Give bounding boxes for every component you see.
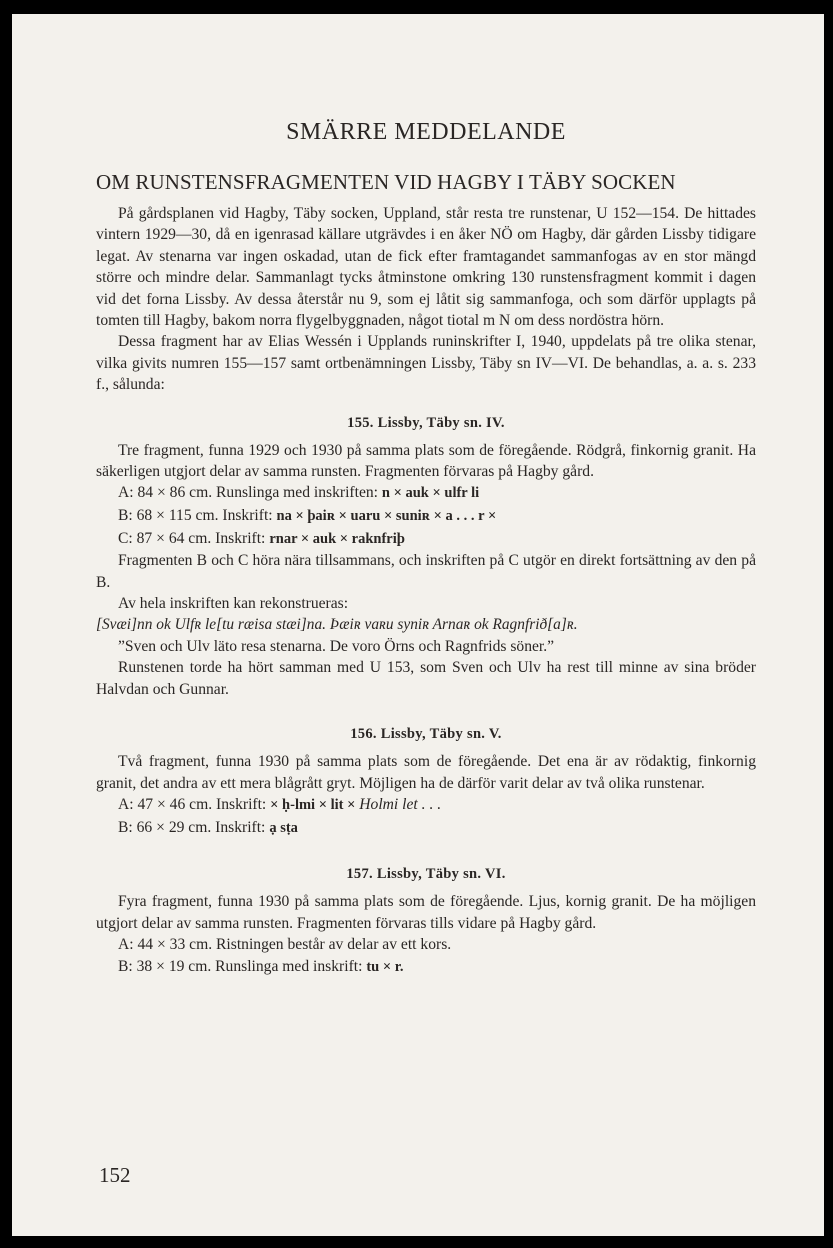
translation-155: ”Sven och Ulv läto resa stenarna. De voro Örns och Ragnfrids söner.”	[118, 637, 555, 655]
fragment-155-a-runes: n × auk × ulfr li	[381, 485, 480, 502]
paragraph-155-reconstruct: Av hela inskriften kan rekonstrueras:	[118, 595, 349, 613]
fragment-156-b	[96, 817, 756, 840]
fragment-155-b-measure: B: 68 × 115 cm. Inskrift:	[118, 507, 273, 525]
heading-157: 157. Lissby, Täby sn. VI.	[346, 866, 506, 883]
fragment-156-b-runes: ạ sṭa	[269, 819, 298, 836]
fragment-156-a-measure: A: 47 × 46 cm. Inskrift:	[118, 795, 267, 813]
fragment-155-b-runes: na × þaiʀ × uaru × suniʀ × a . . . r ×	[276, 508, 497, 525]
fragment-157-b-measure: B: 38 × 19 cm. Runslinga med inskrift:	[118, 957, 363, 975]
intro-paragraph-2: Dessa fragment har av Elias Wessén i Upplands runinskrifter I, 1940, uppdelats på tre olika stenar, vilka givits numren 155—157 samt ortbenämningen Lissby, Täby sn IV—VI. De behandlas, a. a. s. 233 f., sålunda:	[96, 333, 756, 394]
fragment-157-a-measure: A: 44 × 33 cm. Ristningen består av delar av ett kors.	[118, 935, 452, 953]
intro-paragraph-1: På gårdsplanen vid Hagby, Täby socken, Uppland, står resta tre runstenar, U 152—154. De hittades vintern 1929—30, då en igenrasad källare utgrävdes i en åker NÖ om Hagby, där gården Lissby tidigare legat. Av stenarna var ingen oskadad, utan de fick efter framtagandet sammanfogas av en stor mängd större och mindre delar. Sammanlagt tycks åtminstone omkring 130 runstensfragment kommit i dagen vid det forna Lissby. Av dessa återstår nu 9, som ej låtit sig sammanfoga, och som därför upplagts på tomten till Hagby, bakom norra flygelbyggnaden, något tiotal m N om dess nordöstra hörn.	[96, 205, 756, 330]
article-title: OM RUNSTENSFRAGMENTEN VID HAGBY I TÄBY SOCKEN	[96, 170, 676, 194]
fragment-156-a-transliteration: Holmi let . . .	[359, 795, 442, 813]
reconstruction-155: [Svæi]nn ok Ulfʀ le[tu ræisa stæi]na. Þæiʀ vaʀu syniʀ Arnaʀ ok Ragnfrið[a]ʀ.	[96, 616, 578, 634]
fragment-157-b-runes: tu × r.	[366, 958, 404, 975]
fragment-155-a	[96, 482, 756, 505]
heading-156: 156. Lissby, Täby sn. V.	[350, 726, 502, 743]
book-page	[12, 14, 824, 1236]
page-content	[96, 119, 756, 978]
fragment-155-a-measure: A: 84 × 86 cm. Runslinga med inskriften:	[118, 484, 378, 502]
fragment-155-b	[96, 505, 756, 528]
fragment-155-c	[96, 528, 756, 551]
fragment-157-a	[96, 934, 756, 956]
paragraph-155-final: Runstenen torde ha hört samman med U 153, som Sven och Ulv ha rest till minne av sina bröder Halvdan och Gunnar.	[96, 659, 756, 698]
fragment-155-c-runes: rnar × auk × raknfriþ	[269, 530, 405, 547]
heading-155: 155. Lissby, Täby sn. IV.	[347, 414, 505, 431]
description-156: Två fragment, funna 1930 på samma plats som de föregående. Det ena är av rödaktig, finkornig granit, det andra av ett mera blågrått gryt. Möjligen ha de därför varit delar av två olika runstenar.	[96, 753, 756, 792]
description-157: Fyra fragment, funna 1930 på samma plats som de föregående. Ljus, kornig granit. De ha möjligen utgjort delar av samma runsten. Fragmenten förvaras tills vidare på Hagby gård.	[96, 893, 756, 932]
page-number: 152	[99, 1163, 131, 1187]
fragment-155-c-measure: C: 87 × 64 cm. Inskrift:	[118, 529, 266, 547]
fragment-156-a-runes: × ḥ-lmi × lit ×	[270, 796, 356, 813]
fragment-157-b	[96, 956, 756, 979]
fragment-156-b-measure: B: 66 × 29 cm. Inskrift:	[118, 818, 266, 836]
section-title: SMÄRRE MEDDELANDE	[286, 119, 566, 145]
description-155: Tre fragment, funna 1929 och 1930 på samma plats som de föregående. Rödgrå, finkornig granit. Ha säkerligen utgjort delar av samma runsten. Fragmenten förvaras på Hagby gård.	[96, 441, 756, 481]
paragraph-155-bc: Fragmenten B och C höra nära tillsammans, och inskriften på C utgör en direkt fortsättning av den på B.	[96, 552, 756, 591]
fragment-156-a	[96, 794, 756, 817]
